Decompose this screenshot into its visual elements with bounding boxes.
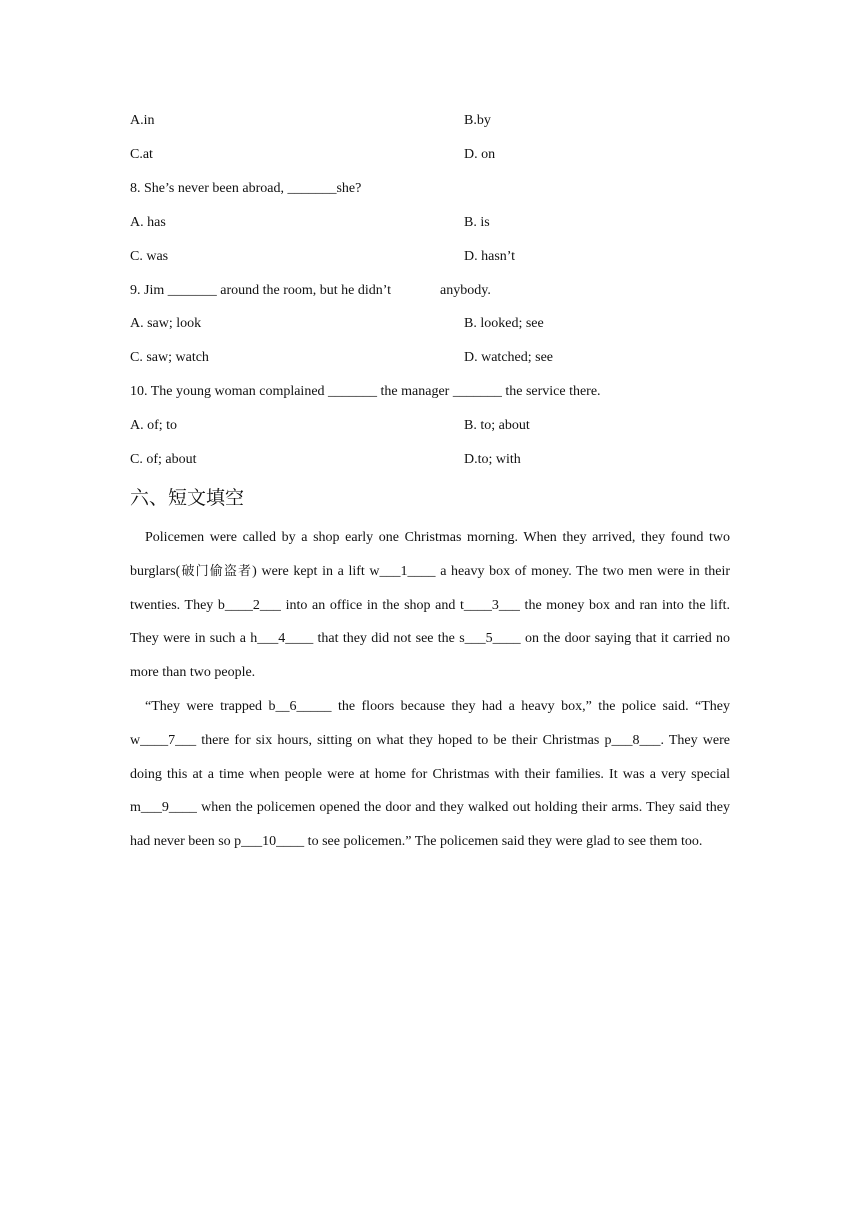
option-d: D.to; with: [464, 452, 521, 467]
option-row: [130, 314, 730, 334]
passage-text: Policemen were called by a shop early one Christmas morning. When they arrived, they found two burglars(: [130, 530, 730, 579]
option-b: B. looked; see: [464, 316, 544, 331]
option-c: C. saw; watch: [130, 350, 209, 365]
option-b: B.by: [464, 113, 491, 128]
question-9-stem: 9. Jim _______ around the room, but he didn’t anybody.: [130, 283, 491, 298]
passage-paragraph-2: “They were trapped b__6_____ the floors because they had a heavy box,” the police said. “They w____7___ there for six hours, sitting on what they hoped to be their Christmas p___8___. They were doing this at a time when people were at home for Christmas with their families. It was a very special m___9____ when the policemen opened the door and they walked out holding their arms. They said they had never been so p___10____ to see policemen.” The policemen said they were glad to see them too.: [130, 699, 730, 850]
passage-text: ) were kept in a lift w___1____ a heavy box of money. The two men were in their twenties. They b____2___ into an office in the shop and t____3___ the money box and ran into the lift. They were in such a h___4____ that they did not see the s___5____ on the door saying that it carried no more than two people.: [130, 563, 730, 681]
option-c: C. was: [130, 249, 169, 264]
question-8-stem: 8. She’s never been abroad, _______she?: [130, 181, 362, 196]
option-row: [130, 348, 730, 368]
option-c: C. of; about: [130, 452, 197, 467]
option-d: D. hasn’t: [464, 249, 516, 264]
passage-paragraph-1: [130, 521, 730, 690]
option-row: [130, 450, 730, 470]
option-a: A. of; to: [130, 418, 178, 433]
option-row: [130, 416, 730, 436]
option-a: A.in: [130, 113, 155, 128]
question-10-stem: 10. The young woman complained _______ the manager _______ the service there.: [130, 384, 601, 399]
option-c: C.at: [130, 147, 153, 162]
option-row: [130, 145, 730, 165]
section-heading: 六、短文填空: [130, 487, 245, 509]
option-a: A. has: [130, 215, 166, 230]
option-b: B. is: [464, 215, 490, 230]
option-b: B. to; about: [464, 418, 530, 433]
option-row: [130, 111, 730, 131]
option-row: [130, 247, 730, 267]
option-row: [130, 213, 730, 233]
chinese-gloss: 破门偷盗者: [180, 563, 253, 579]
option-d: D. watched; see: [464, 350, 554, 365]
option-a: A. saw; look: [130, 316, 202, 331]
option-d: D. on: [464, 147, 496, 162]
